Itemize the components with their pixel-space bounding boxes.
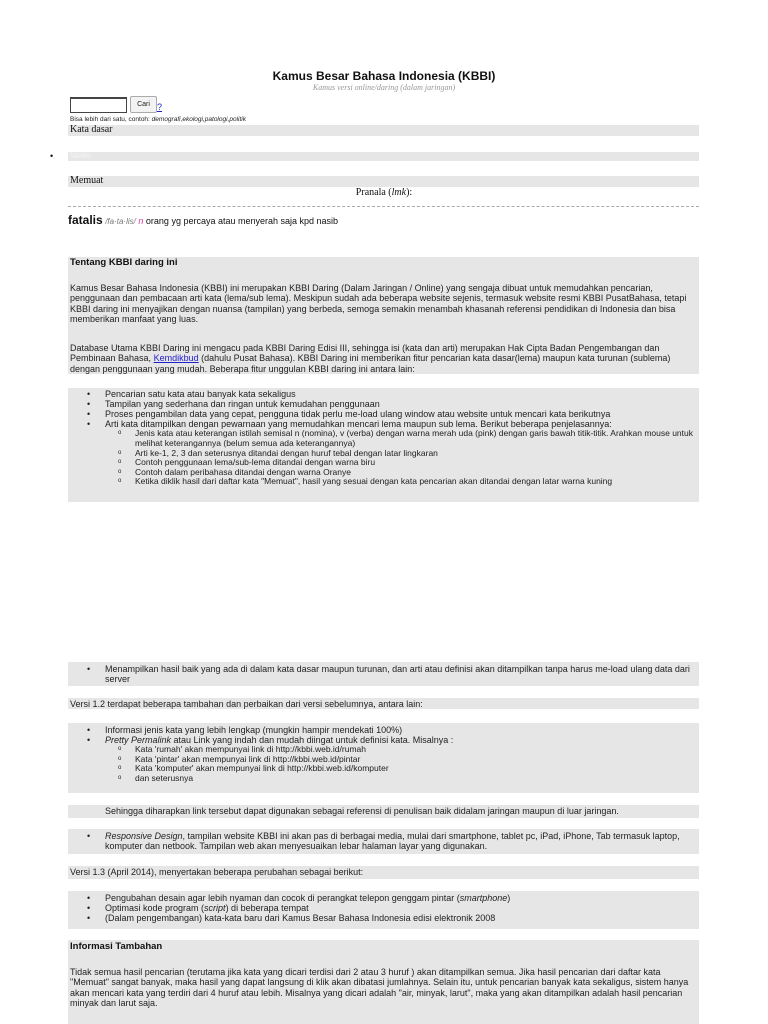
memuat-band xyxy=(68,176,699,187)
search-hint xyxy=(70,116,246,123)
feature-item: • Pencarian satu kata atau banyak kata sekaligus xyxy=(68,389,700,399)
color-note-item: o Contoh penggunaan lema/sub-lema ditandai dengan warna biru xyxy=(102,458,700,468)
feature-item-last: • Menampilkan hasil baik yang ada di dalam kata dasar maupun turunan, dan arti atau definisi akan ditampilkan tanpa harus me-load ulang data dari server xyxy=(68,664,700,684)
feature-item: • Proses pengambilan data yang cepat, pengguna tidak perlu me-load ulang window atau website untuk mencari kata berikutnya xyxy=(68,409,700,419)
about-paragraph-1: Kamus Besar Bahasa Indonesia (KBBI) ini merupakan KBBI Daring (Dalam Jaringan / Online) yang sengaja dibuat untuk memudahkan pencarian, penggunaan dan pembacaan arti kata (lema/sub lema). Meskipun sudah ada beberapa website sejenis, termasuk website resmi KBBI PusatBahasa, tetapi KBBI daring ini menyajikan dengan nuansa (tampilan) yang berbeda, semoga semakin menambah khasanah referensi pendidikan di Indonesia dan bisa memberikan manfaat yang luas. xyxy=(70,283,687,324)
entry-definition: orang yg percaya atau menyerah saja kpd nasib xyxy=(145,216,339,226)
entry-word: fatalis xyxy=(68,213,103,227)
memuat-label: Memuat xyxy=(70,175,104,186)
v13-item1-b: ) xyxy=(507,893,511,903)
v13-item2-a: Optimasi kode program ( xyxy=(105,903,205,914)
v13-intro: Versi 1.3 (April 2014), menyertakan beberapa perubahan sebagai berikut: xyxy=(70,867,364,877)
search-input[interactable] xyxy=(70,97,127,113)
v12-item: • Informasi jenis kata yang lebih lengkap (mungkin hampir mendekati 100%) xyxy=(68,725,700,735)
page-title: Kamus Besar Bahasa Indonesia (KBBI) xyxy=(272,69,496,83)
v13-item1-a: Pengubahan desain agar lebih nyaman dan cocok di perangkat telepon genggam pintar ( xyxy=(105,893,460,903)
bullet-dot: • xyxy=(50,151,54,161)
about-para2-b: (dahulu Pusat Bahasa). KBBI Daring ini memberikan fitur pencarian kata dasar(lema) maupun kata turunan (sublema) dengan penggunaan yang mudah. Beberapa fitur unggulan KBBI daring ini antara lain: xyxy=(70,353,671,374)
v12-item xyxy=(68,735,700,783)
kata-dasar-band xyxy=(68,125,699,136)
search-hint-example: demografi,ekologi,patologi,politik xyxy=(151,116,246,123)
features-list xyxy=(68,389,700,487)
pranala-heading xyxy=(0,187,768,198)
v13-item1-em: smartphone xyxy=(459,893,508,903)
v13-item: • (Dalam pengembangan) kata-kata baru dari Kamus Besar Bahasa Indonesia edisi elektronik 2008 xyxy=(68,913,700,923)
kata-dasar-label: Kata dasar xyxy=(70,124,113,135)
v13-item2-em: script xyxy=(204,903,226,914)
entry-pos[interactable]: n xyxy=(138,216,144,226)
feature-last-list xyxy=(68,664,700,684)
v12-note: Sehingga diharapkan link tersebut dapat digunakan sebagai referensi di penulisan baik didalam jaringan maupun di luar jaringan. xyxy=(105,806,619,816)
v13-item2-b: ) di beberapa tempat xyxy=(225,903,309,914)
feature-item xyxy=(68,419,700,487)
pranala-text: Pranala ( xyxy=(355,187,392,198)
permalink-example: o dan seterusnya xyxy=(102,774,700,784)
search-hint-prefix: Bisa lebih dari satu, contoh: xyxy=(70,116,152,123)
v12-item2-em: Pretty Permalink xyxy=(105,735,172,746)
color-note-item: o Contoh dalam peribahasa ditandai dengan warna Oranye xyxy=(102,468,700,478)
pranala-suffix: ): xyxy=(406,187,413,198)
about-paragraph-2 xyxy=(70,343,700,374)
fatalis-list-item[interactable]: fatalis xyxy=(70,151,91,160)
permalink-example: o Kata 'komputer' akan mempunyai link di http://kbbi.web.id/komputer xyxy=(102,764,700,774)
v12-list xyxy=(68,725,700,784)
pranala-em: lmk xyxy=(391,187,407,198)
v12-responsive-list xyxy=(68,831,700,851)
page-subtitle: Kamus versi online/daring (dalam jaringan) xyxy=(312,83,456,92)
entry-line xyxy=(68,213,338,227)
kemdikbud-link[interactable]: Kemdikbud xyxy=(153,353,199,364)
help-link[interactable]: ? xyxy=(157,102,163,112)
v12-responsive-item xyxy=(68,831,700,851)
permalink-example: o Kata 'rumah' akan mempunyai link di http://kbbi.web.id/rumah xyxy=(102,745,700,755)
entry-pronunciation: /fa·ta·lis/ xyxy=(105,217,136,226)
color-note-item: o Jenis kata atau keterangan istilah semisal n (nomina), v (verba) dengan warna merah uda (pink) dengan garis bawah titik-titik. Arahkan mouse untuk melihat keterangannya (belum semua ada keterangannya) xyxy=(102,429,700,448)
v12-item2-rest: atau Link yang indah dan mudah diingat untuk definisi kata. Misalnya : xyxy=(171,735,454,746)
color-note-item: o Arti ke-1, 2, 3 dan seterusnya ditandai dengan huruf tebal dengan latar lingkaran xyxy=(102,449,700,459)
info-paragraph: Tidak semua hasil pencarian (terutama jika kata yang dicari terdisi dari 2 atau 3 huruf ) akan ditampilkan semua. Jika hasil pencarian dari daftar kata "Memuat" sangat banyak, maka hasil yang dapat langsung di klik akan dibatasi jumlahnya. Selain itu, untuk pencarian banyak kata sekaligus, sistem hanya akan mencari kata yang terdiri dari 4 huruf atau lebih. Misalnya yang dicari adalah "air, minyak, larut", maka yang akan ditampilkan adalah hasil pencarian minyak dan larut saja. xyxy=(70,967,689,1008)
v13-list xyxy=(68,893,700,923)
color-note-item: o Ketika diklik hasil dari daftar kata "Memuat", hasil yang sesuai dengan kata pencarian akan ditandai dengan latar warna kuning xyxy=(102,477,700,487)
v13-item xyxy=(68,893,700,903)
dashed-divider xyxy=(68,206,699,207)
v12-intro: Versi 1.2 terdapat beberapa tambahan dan perbaikan dari versi sebelumnya, antara lain: xyxy=(70,699,423,709)
feature-item: • Tampilan yang sederhana dan ringan untuk kemudahan penggunaan xyxy=(68,399,700,409)
info-heading: Informasi Tambahan xyxy=(70,941,163,952)
v13-item xyxy=(68,903,700,913)
v12-item3-em: Responsive Design xyxy=(105,831,183,841)
permalink-example: o Kata 'pintar' akan mempunyai link di http://kbbi.web.id/pintar xyxy=(102,755,700,765)
about-para2-a: Database Utama KBBI Daring ini mengacu pada KBBI Daring Edisi III, sehingga isi (kata dan arti) merupakan Hak Cipta Badan Pengembangan dan Pembinaan Bahasa, xyxy=(70,343,660,364)
about-heading: Tentang KBBI daring ini xyxy=(70,257,178,268)
v12-item3-rest: , tampilan website KBBI ini akan pas di berbagai media, mulai dari smartphone, tablet pc, iPad, iPhone, Tab termasuk laptop, komputer dan netbook. Tampilan web akan menyesuaikan lebar halaman layar yang digunakan. xyxy=(105,831,680,852)
feature-item-text: Arti kata ditampilkan dengan pewarnaan yang memudahkan mencari lema maupun sub lema. Berikut beberapa penjelasannya: xyxy=(105,419,612,430)
fatalis-item-band[interactable] xyxy=(68,152,699,161)
search-button[interactable]: Cari xyxy=(130,96,157,113)
